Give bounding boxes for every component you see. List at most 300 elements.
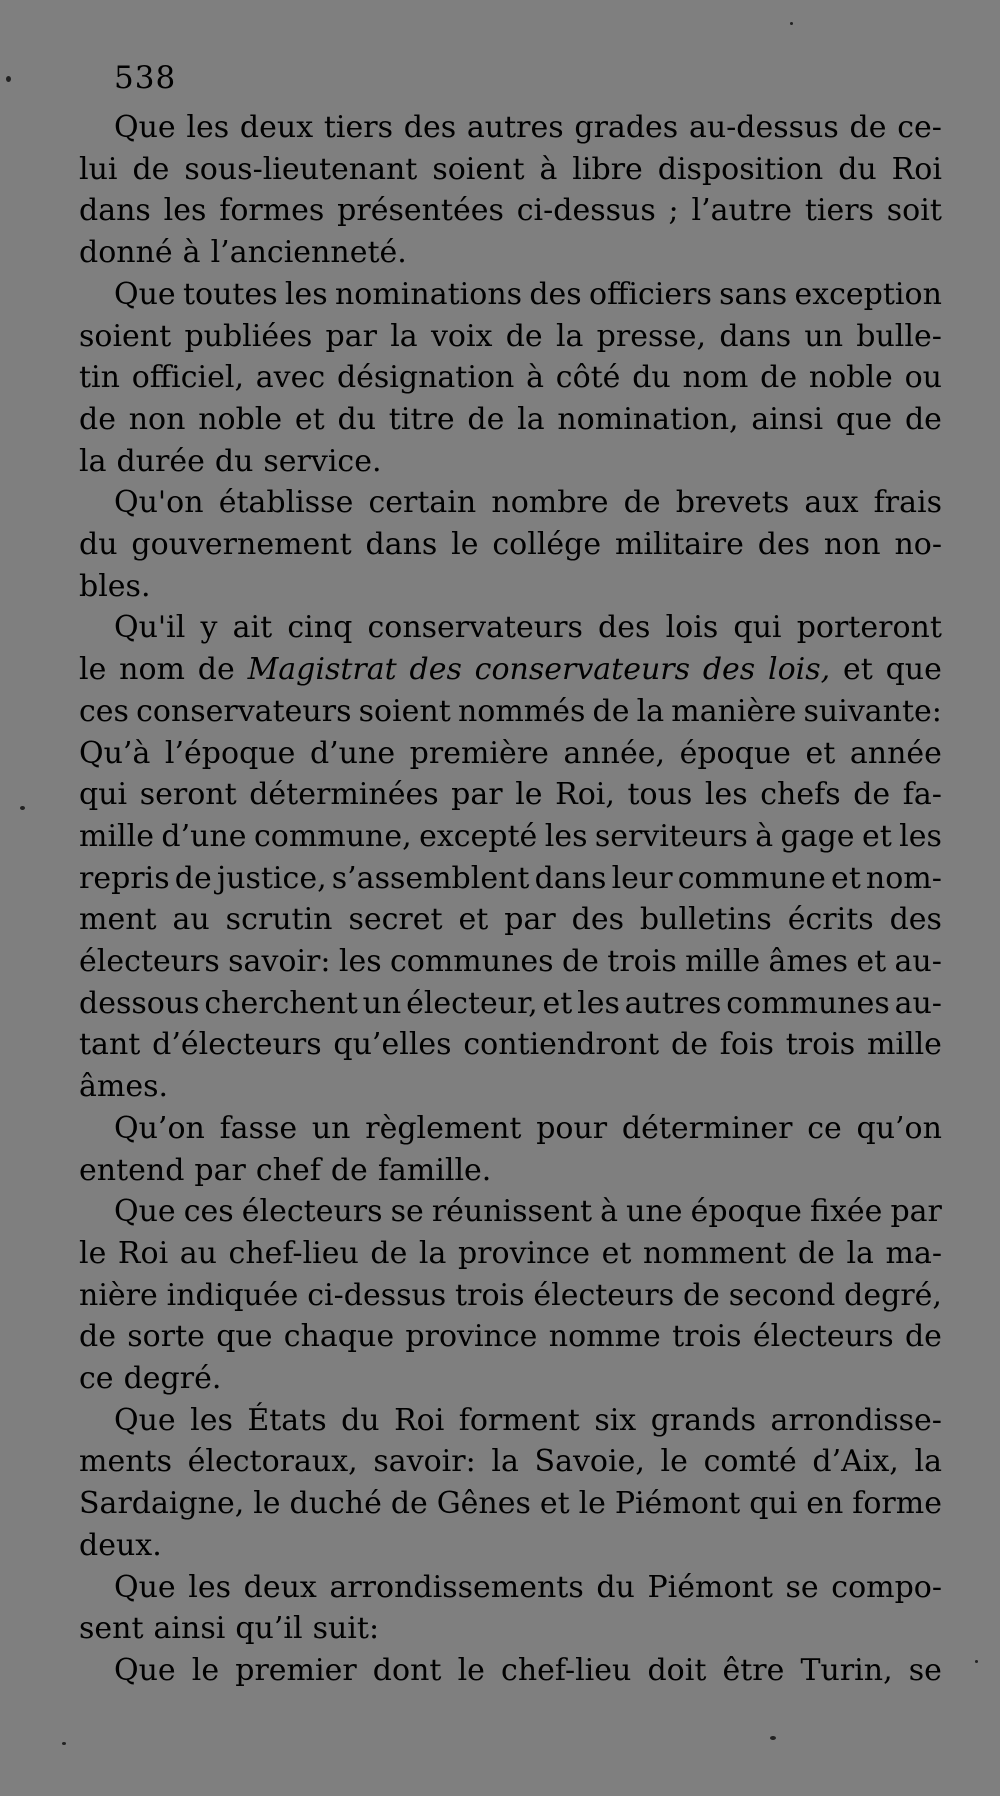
text-word: la	[517, 401, 545, 437]
text-word: contiendront	[463, 1027, 660, 1063]
text-word: y	[200, 610, 218, 646]
text-word: tin	[79, 360, 120, 396]
text-word: qu’on	[856, 1110, 942, 1146]
text-line	[79, 524, 942, 566]
text-word: du	[341, 1402, 380, 1438]
text-word: du	[838, 151, 877, 187]
text-word: seront	[139, 777, 237, 813]
text-word: électeurs	[241, 1194, 383, 1230]
text-word: toutes	[182, 276, 278, 312]
text-word: suit:	[312, 1611, 380, 1647]
text-line	[79, 983, 942, 1025]
text-word: des	[889, 902, 942, 938]
text-word: des	[571, 902, 624, 938]
text-word: la	[636, 693, 665, 729]
text-word: suivante:	[803, 693, 942, 729]
text-word: le	[660, 1444, 688, 1480]
text-word: deux	[243, 1569, 317, 1605]
text-word: ait	[232, 610, 273, 646]
text-word: des	[598, 610, 651, 646]
text-word: de	[904, 1319, 942, 1355]
text-word: écrits	[787, 902, 874, 938]
text-word: d’électeurs	[152, 1027, 322, 1063]
text-word: publiées	[184, 318, 313, 354]
text-word: un	[804, 318, 844, 354]
text-word: la	[846, 1235, 874, 1271]
text-word: savoir:	[373, 1444, 476, 1480]
text-word: ces	[183, 1194, 234, 1230]
text-word: se	[785, 1569, 819, 1605]
text-word: les	[284, 276, 328, 312]
text-line	[79, 566, 160, 608]
text-word: et	[856, 944, 887, 979]
text-word: électeur,	[406, 985, 538, 1021]
text-word: de	[682, 1277, 720, 1313]
text-word: et	[539, 1486, 570, 1522]
text-word: Turin,	[800, 1652, 893, 1688]
text-word: déterminées	[249, 777, 439, 813]
text-word: trois	[607, 944, 677, 979]
text-word: et	[601, 1235, 632, 1271]
text-word: les	[188, 1569, 232, 1605]
text-line	[114, 1191, 942, 1233]
text-word: Que	[114, 1569, 176, 1605]
text-line	[79, 816, 942, 858]
text-word: du	[79, 527, 118, 562]
text-word: qui	[733, 610, 782, 646]
text-word: de	[370, 1235, 408, 1271]
text-word: une	[626, 1194, 683, 1230]
text-line	[79, 1358, 231, 1400]
text-line	[114, 1108, 942, 1150]
text-word: époque	[690, 1194, 802, 1230]
text-word: le	[79, 1235, 107, 1271]
text-line	[79, 441, 392, 483]
text-word: le	[191, 1652, 220, 1688]
text-line	[79, 1483, 942, 1525]
text-word: la	[491, 1444, 519, 1480]
text-word: noble	[808, 360, 893, 396]
text-word: de	[760, 360, 798, 396]
text-word: désignation	[336, 360, 515, 396]
text-word: chef	[255, 1152, 321, 1188]
text-word: arrondisse-	[770, 1402, 942, 1438]
text-word: conservateurs	[474, 652, 691, 688]
text-line	[79, 1525, 172, 1567]
text-word: Que	[114, 276, 176, 312]
text-word: deux.	[79, 1527, 162, 1563]
text-word: d’une	[309, 735, 396, 771]
text-word: nommés	[457, 693, 586, 729]
text-word: exception	[794, 276, 942, 312]
text-word: nomment	[642, 1235, 787, 1271]
text-word: voix	[430, 318, 493, 354]
text-word: côté	[555, 360, 621, 396]
text-word: de	[505, 318, 543, 354]
text-word: fa-	[902, 777, 942, 813]
text-word: arrondissements	[329, 1569, 584, 1605]
text-word: du	[632, 360, 671, 396]
scan-speck	[790, 22, 793, 25]
text-word: et	[842, 652, 873, 688]
text-word: nomination,	[557, 401, 739, 437]
text-word: doit	[647, 1652, 707, 1688]
text-word: gouvernement	[131, 527, 352, 562]
text-word: porteront	[796, 610, 942, 646]
text-word: par	[451, 777, 503, 813]
text-word: mille	[866, 1027, 942, 1063]
text-word: lois,	[768, 652, 831, 688]
text-word: famille.	[377, 1152, 492, 1188]
text-word: les	[186, 110, 230, 145]
text-word: au-dessus	[688, 110, 839, 145]
text-word: chef-lieu	[501, 1652, 632, 1688]
text-word: l’ancienneté.	[210, 235, 407, 271]
text-word: fasse	[219, 1110, 298, 1146]
text-word: électeurs	[79, 944, 220, 979]
text-word: le	[451, 527, 479, 562]
text-word: Piémont	[647, 1569, 773, 1605]
text-word: soient	[79, 318, 172, 354]
text-line	[114, 1567, 942, 1609]
text-word: cherchent	[204, 985, 358, 1021]
text-word: le	[253, 1486, 281, 1522]
text-word: de	[797, 1235, 835, 1271]
text-word: secret	[348, 902, 443, 938]
text-word: se	[908, 1652, 942, 1688]
text-word: à	[526, 360, 544, 396]
text-line	[114, 274, 942, 316]
text-word: de	[390, 1486, 428, 1522]
text-word: brevets	[675, 485, 790, 521]
text-word: Roi	[394, 1402, 445, 1438]
text-word: à	[600, 1194, 619, 1230]
text-word: Que	[114, 1194, 176, 1230]
text-word: bulle-	[856, 318, 942, 354]
text-word: nomme	[548, 1319, 661, 1355]
text-word: d’Aix,	[812, 1444, 899, 1480]
text-word: tous	[627, 777, 693, 813]
text-word: trois	[785, 1027, 856, 1063]
text-word: le	[578, 1486, 606, 1522]
text-word: être	[722, 1652, 785, 1688]
text-word: scrutin	[225, 902, 333, 938]
text-word: gage	[780, 818, 855, 854]
text-word: âmes	[768, 944, 848, 979]
text-word: nom-	[865, 860, 942, 896]
text-word: déterminer	[621, 1110, 793, 1146]
text-line	[79, 649, 942, 691]
text-word: d’une	[161, 818, 247, 854]
text-word: lois	[665, 610, 719, 646]
text-word: ce-	[897, 110, 942, 145]
text-word: autres	[466, 110, 564, 145]
text-word: six	[594, 1402, 637, 1438]
text-word: second	[728, 1277, 836, 1313]
text-word: qui	[749, 1486, 798, 1522]
text-word: que	[885, 652, 942, 688]
text-word: degré.	[123, 1361, 222, 1396]
text-word: année	[849, 735, 942, 771]
text-word: à	[539, 151, 558, 187]
text-word: cinq	[287, 610, 353, 646]
text-word: sous-lieutenant	[184, 151, 418, 187]
text-word: de	[197, 652, 235, 688]
text-word: un	[362, 985, 402, 1021]
text-line	[79, 399, 942, 441]
text-word: ce	[79, 1361, 114, 1396]
text-word: comté	[703, 1444, 797, 1480]
scan-speck	[770, 1736, 776, 1740]
text-word: la	[390, 318, 418, 354]
scan-speck	[20, 806, 25, 810]
text-word: dans	[719, 318, 792, 354]
text-word: service.	[263, 443, 382, 479]
text-word: Roi	[117, 1235, 169, 1271]
text-word: soit	[886, 193, 942, 229]
text-word: Piémont	[614, 1486, 741, 1522]
text-word: degré,	[844, 1277, 942, 1313]
text-word: et	[830, 860, 861, 896]
text-line	[79, 1608, 389, 1650]
text-word: no-	[894, 527, 942, 562]
text-word: à	[182, 235, 201, 271]
text-line	[79, 691, 942, 733]
text-word: se	[390, 1194, 424, 1230]
text-line	[114, 1650, 942, 1692]
text-word: ments	[79, 1444, 172, 1480]
text-word: Roi	[891, 151, 942, 187]
text-word: non	[823, 527, 881, 562]
text-word: par	[504, 902, 556, 938]
text-word: époque	[679, 735, 791, 771]
text-word: certain	[368, 485, 477, 521]
text-word: duché	[289, 1486, 382, 1522]
text-word: le	[515, 777, 543, 813]
text-word: la	[418, 1235, 447, 1271]
text-word: Qu’à	[79, 735, 151, 771]
text-word: fois	[719, 1027, 774, 1063]
text-word: du	[337, 401, 377, 437]
text-word: le	[79, 652, 107, 688]
text-word: Savoie,	[534, 1444, 645, 1480]
text-word: des	[702, 652, 756, 688]
text-word: nominations	[334, 276, 523, 312]
text-word: ainsi	[153, 1611, 226, 1647]
text-word: de	[671, 1027, 708, 1063]
text-word: règlement	[365, 1110, 522, 1146]
text-word: tant	[79, 1027, 141, 1063]
text-word: nière	[79, 1277, 158, 1313]
text-word: des	[409, 652, 462, 688]
text-word: États	[247, 1402, 327, 1438]
text-word: ainsi	[751, 401, 824, 437]
text-word: ;	[668, 193, 679, 229]
text-word: de	[904, 401, 942, 437]
text-word: tiers	[323, 110, 394, 145]
text-word: militaire	[614, 527, 744, 562]
text-line	[79, 190, 942, 232]
text-word: lui	[79, 151, 118, 187]
text-word: Sardaigne,	[79, 1486, 245, 1522]
text-word: de	[79, 1319, 116, 1355]
scan-speck	[975, 1660, 978, 1663]
text-line	[79, 1275, 942, 1317]
text-word: grands	[650, 1402, 757, 1438]
text-word: par	[325, 318, 377, 354]
text-word: dans	[365, 527, 438, 562]
text-word: de	[174, 860, 212, 896]
text-word: de	[849, 110, 887, 145]
text-word: les	[544, 818, 588, 854]
text-line	[114, 1400, 942, 1442]
text-word: de	[623, 485, 661, 521]
text-word: ment	[79, 902, 157, 938]
text-line	[79, 858, 942, 900]
text-word: sorte	[127, 1319, 205, 1355]
text-word: électeurs	[533, 1277, 675, 1313]
text-word: officiers	[588, 276, 712, 312]
text-word: ou	[904, 360, 942, 396]
text-word: nom	[682, 360, 749, 396]
text-word: dessous	[79, 985, 200, 1021]
text-word: à	[755, 818, 774, 854]
text-word: fixée	[809, 1194, 883, 1230]
text-word: noble	[198, 401, 283, 437]
scan-speck	[62, 1742, 66, 1745]
text-word: les	[899, 818, 942, 854]
text-word: les	[190, 1402, 233, 1438]
text-word: au-	[894, 985, 942, 1021]
text-word: du	[214, 443, 254, 479]
text-word: qu’elles	[333, 1027, 452, 1063]
text-line	[79, 1441, 942, 1483]
text-word: et	[805, 735, 836, 771]
text-line	[79, 899, 942, 941]
text-word: bles.	[79, 568, 151, 604]
text-word: province	[405, 1319, 538, 1355]
text-word: et	[458, 902, 489, 938]
text-word: électoraux,	[187, 1444, 358, 1480]
text-word: Que	[114, 110, 176, 145]
text-line	[79, 1150, 501, 1192]
text-word: Que	[114, 1402, 176, 1438]
text-word: le	[457, 1652, 485, 1688]
text-word: indiquée	[166, 1277, 299, 1313]
text-word: chaque	[283, 1319, 395, 1355]
text-word: collége	[492, 527, 602, 562]
text-word: sent	[79, 1611, 144, 1647]
text-word: chef-lieu	[228, 1235, 359, 1271]
text-word: des	[757, 527, 811, 562]
text-word: réunissent	[431, 1194, 593, 1230]
text-word: de	[79, 401, 116, 437]
text-word: et	[542, 985, 573, 1021]
text-word: du	[596, 1569, 635, 1605]
text-line	[114, 482, 942, 524]
text-word: formes	[219, 193, 325, 229]
text-word: un	[311, 1110, 351, 1146]
text-word: ci-dessus	[516, 193, 656, 229]
text-word: de	[592, 693, 630, 729]
text-word: en	[806, 1486, 844, 1522]
text-word: deux	[239, 110, 314, 145]
text-word: Roi,	[555, 777, 615, 813]
text-word: l’autre	[691, 193, 792, 229]
text-word: conservateurs	[136, 693, 352, 729]
text-line	[79, 941, 942, 983]
text-word: nombre	[491, 485, 609, 521]
text-word: commune,	[253, 818, 412, 854]
text-line	[114, 607, 942, 649]
text-word: des	[403, 110, 457, 145]
text-word: de	[330, 1152, 368, 1188]
text-word: au	[172, 902, 210, 938]
text-word: et	[861, 818, 892, 854]
text-word: trois	[455, 1277, 525, 1313]
text-word: repris	[79, 860, 170, 896]
text-word: de	[132, 151, 170, 187]
text-word: les	[577, 985, 620, 1021]
text-word: la	[914, 1444, 942, 1480]
text-word: dans	[79, 193, 151, 229]
text-word: établisse	[218, 485, 354, 521]
text-word: les	[163, 193, 207, 229]
scan-speck	[6, 76, 11, 82]
text-word: communes	[390, 944, 554, 979]
text-word: durée	[116, 443, 205, 479]
text-line	[79, 357, 942, 399]
text-word: non	[128, 401, 186, 437]
text-line	[79, 1024, 942, 1066]
text-word: officiel,	[131, 360, 245, 396]
text-word: qui	[79, 777, 128, 813]
text-line	[79, 733, 942, 775]
text-word: par	[194, 1152, 246, 1188]
text-line	[114, 107, 942, 149]
text-word: Gênes	[436, 1486, 531, 1522]
text-word: premier	[235, 1652, 357, 1688]
text-word: compo-	[831, 1569, 942, 1605]
text-word: par	[890, 1194, 942, 1230]
text-word: première	[409, 735, 549, 771]
text-word: ma-	[885, 1235, 942, 1271]
text-word: ces	[79, 693, 129, 729]
text-word: Magistrat	[247, 652, 397, 688]
text-word: Qu'il	[114, 610, 186, 646]
text-word: ci-dessus	[307, 1277, 447, 1313]
text-word: pour	[536, 1110, 608, 1146]
text-word: s’assemblent	[331, 860, 530, 896]
text-word: frais	[873, 485, 942, 521]
text-word: Qu’on	[114, 1110, 205, 1146]
text-word: forme	[852, 1486, 942, 1522]
text-word: titre	[388, 401, 455, 437]
text-word: la	[555, 318, 584, 354]
text-word: soient	[358, 693, 451, 729]
text-word: disposition	[657, 151, 824, 187]
text-word: manière	[671, 693, 797, 729]
text-line	[79, 316, 942, 358]
text-word: tiers	[804, 193, 874, 229]
text-word: chefs	[760, 777, 841, 813]
text-word: que	[216, 1319, 273, 1355]
text-word: et	[294, 401, 325, 437]
text-word: justice,	[216, 860, 327, 896]
text-line	[79, 774, 942, 816]
text-word: présentées	[337, 193, 504, 229]
text-line	[79, 1316, 942, 1358]
